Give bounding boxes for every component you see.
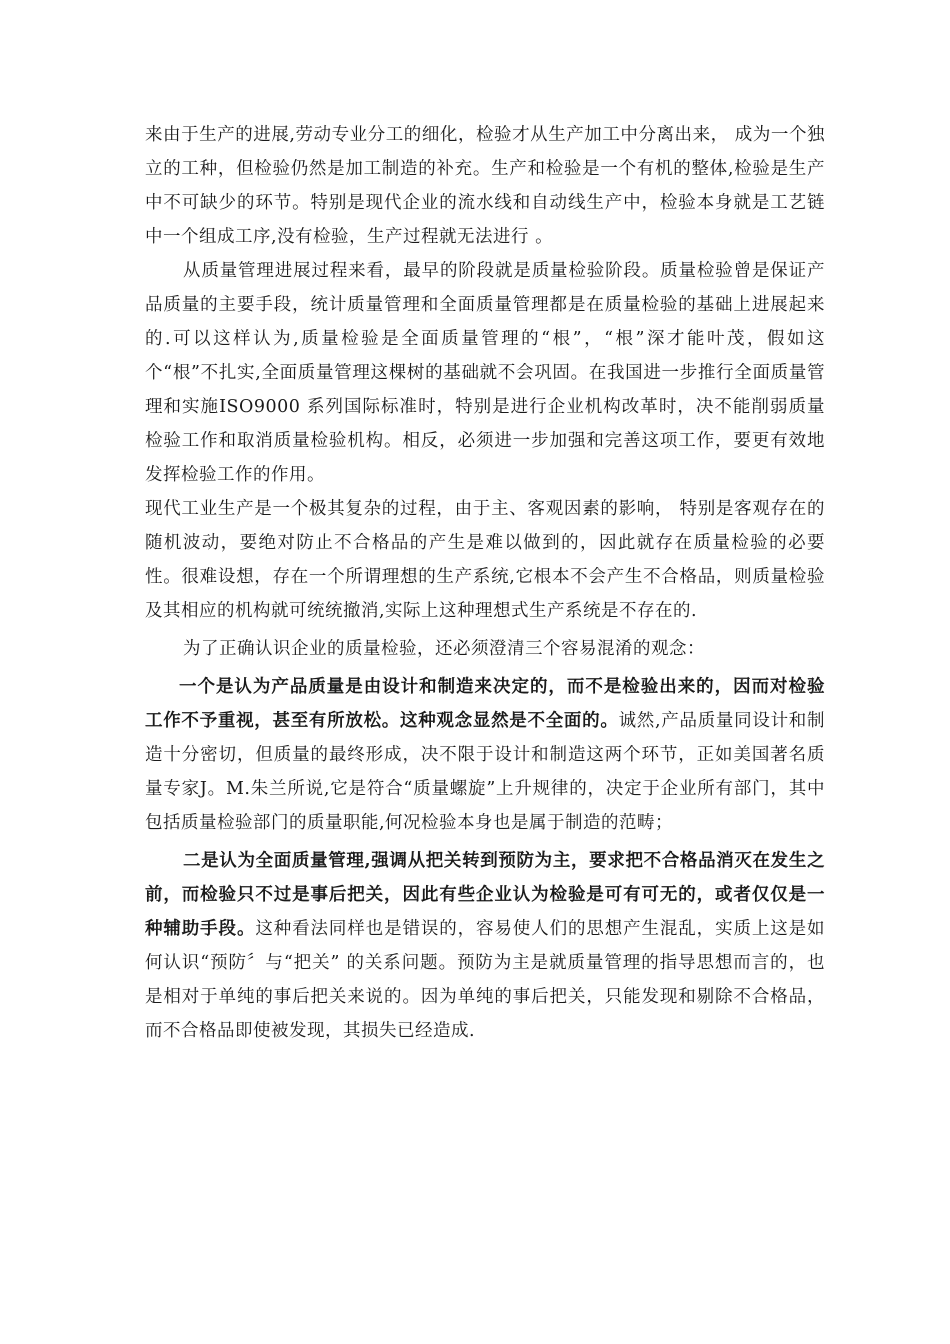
paragraph-6-emphasis: 二是认为全面质量管理,强调从把关转到预防为主，要求把不合格品消灭在发生之前，而检验只不过是事后把关，因此有些企业认为检验是可有可无的，或者仅仅是一种辅助手段。: [145, 851, 825, 939]
paragraph-4: 为了正确认识企业的质量检验，还必须澄清三个容易混淆的观念：: [183, 639, 705, 659]
paragraph-6-text: 这种看法同样也是错误的，容易使人们的思想产生混乱，实质上这是如何认识“预防〞与“把关” 的关系问题。预防为主是就质量管理的指导思想而言的，也是相对于单纯的事后把关来说的。因为单纯的事后把关，只能发现和剔除不合格品，而不合格品即使被发现，其损失已经造成.: [145, 919, 826, 1041]
paragraph-5-text: 诚然,产品质量同设计和制造十分密切，但质量的最终形成，决不限于设计和制造这两个环节，正如美国著名质量专家J。M.朱兰所说,它是符合“质量螺旋”上升规律的，决定于企业所有部门，其中包括质量检验部门的质量职能,何况检验本身也是属于制造的范畴；: [145, 711, 825, 833]
paragraph-5: [145, 670, 825, 840]
paragraph-5-emphasis: 一个是认为产品质量是由设计和制造来决定的，而不是检验出来的，因而对检验工作不予重视，甚至有所放松。这种观念显然是不全面的。: [145, 677, 825, 731]
paragraph-2: 从质量管理进展过程来看，最早的阶段就是质量检验阶段。质量检验曾是保证产品质量的主要手段，统计质量管理和全面质量管理都是在质量检验的基础上进展起来的.可以这样认为,质量检验是全面质量管理的“根”，“根”深才能叶茂，假如这个“根”不扎实,全面质量管理这棵树的基础就不会巩固。在我国进一步推行全面质量管理和实施ISO9000 系列国际标准时，特别是进行企业机构改革时，决不能削弱质量检验工作和取消质量检验机构。相反，必须进一步加强和完善这项工作，要更有效地发挥检验工作的作用。: [145, 261, 825, 485]
paragraph-3: 现代工业生产是一个极其复杂的过程，由于主、客观因素的影响， 特别是客观存在的随机波动，要绝对防止不合格品的产生是难以做到的，因此就存在质量检验的必要性。很难设想，存在一个所谓理想的生产系统,它根本不会产生不合格品，则质量检验及其相应的机构就可统统撤消,实际上这种理想式生产系统是不存在的.: [145, 499, 825, 621]
paragraph-1: 来由于生产的进展,劳动专业分工的细化，检验才从生产加工中分离出来， 成为一个独立的工种，但检验仍然是加工制造的补充。生产和检验是一个有机的整体,检验是生产中不可缺少的环节。特别是现代企业的流水线和自动线生产中，检验本身就是工艺链中一个组成工序,没有检验，生产过程就无法进行 。: [145, 125, 825, 247]
document-body: [145, 118, 825, 1048]
paragraph-6: [145, 844, 825, 1048]
